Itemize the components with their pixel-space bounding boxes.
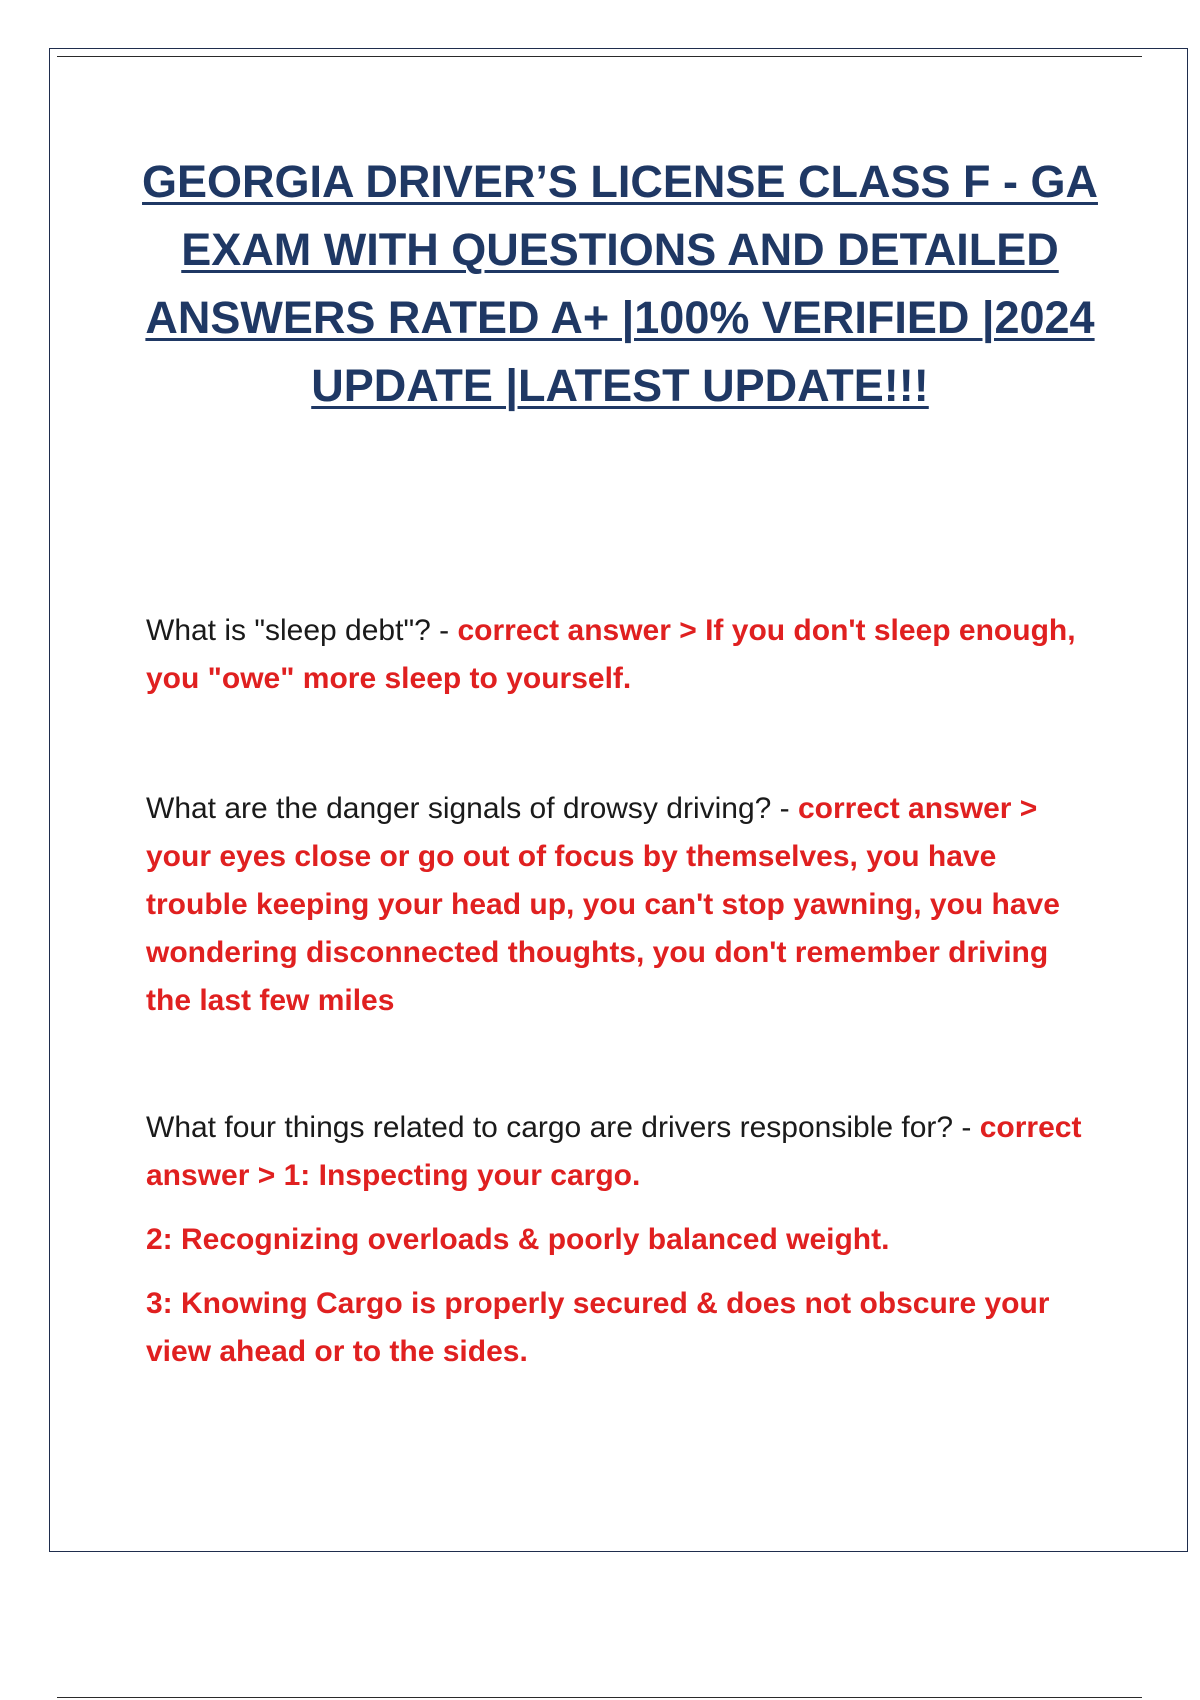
answer-label-1: correct answer > bbox=[457, 614, 697, 647]
document-title: GEORGIA DRIVER’S LICENSE CLASS F - GA EXAM WITH QUESTIONS AND DETAILED ANSWERS RATED A+ |100% VERIFIED |2024 UPDATE |LATEST UPDATE!!! bbox=[142, 156, 1098, 411]
answer-3: 1: Inspecting your cargo. bbox=[283, 1159, 641, 1192]
question-2: What are the danger signals of drowsy driving? - bbox=[146, 792, 790, 825]
bottom-rule bbox=[57, 1697, 1142, 1698]
qa-item-3 bbox=[146, 1104, 1091, 1376]
answer-1: If you don't sleep enough, you "owe" more sleep to yourself. bbox=[146, 614, 1076, 695]
qa-item-2 bbox=[146, 785, 1091, 1025]
answer-3-line-3: 3: Knowing Cargo is properly secured & does not obscure your view ahead or to the sides. bbox=[146, 1287, 1050, 1368]
answer-3-line-2: 2: Recognizing overloads & poorly balanced weight. bbox=[146, 1223, 890, 1256]
top-rule bbox=[57, 56, 1142, 57]
question-1: What is "sleep debt"? - bbox=[146, 614, 450, 647]
qa-item-1 bbox=[146, 607, 1091, 703]
answer-label-3: correct answer > bbox=[146, 1111, 1082, 1192]
answer-label-2: correct answer > bbox=[798, 792, 1038, 825]
question-3: What four things related to cargo are drivers responsible for? - bbox=[146, 1111, 972, 1144]
answer-2: your eyes close or go out of focus by themselves, you have trouble keeping your head up, you can't stop yawning, you have wondering disconnected thoughts, you don't remember driving the last few miles bbox=[146, 840, 1060, 1017]
